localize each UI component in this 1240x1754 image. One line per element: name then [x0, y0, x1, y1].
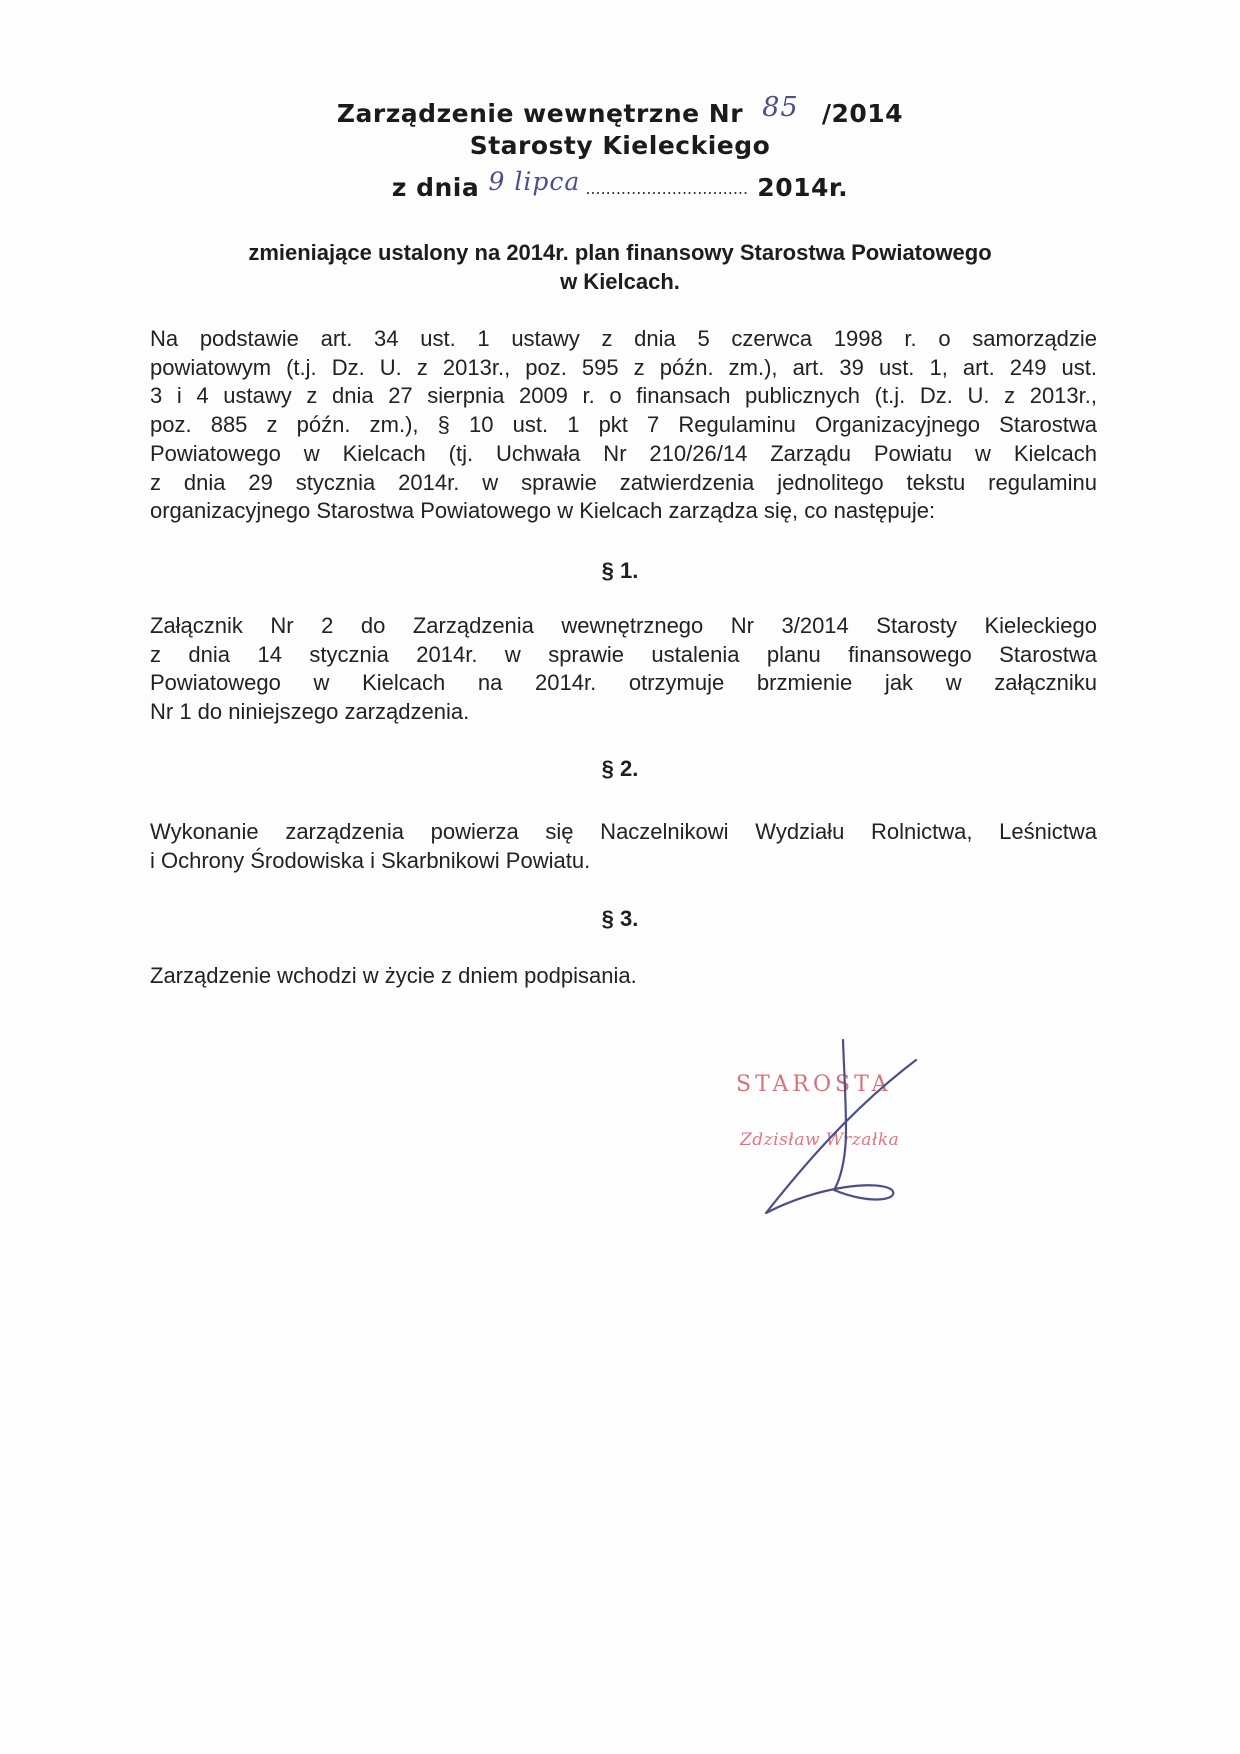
- section-heading-3: § 3.: [601, 906, 639, 931]
- date-prefix: z dnia: [391, 173, 480, 202]
- date-suffix: 2014r.: [757, 173, 849, 202]
- text-line: powiatowym (t.j. Dz. U. z 2013r., poz. 595 z późn. zm.), art. 39 ust. 1, art. 249 ust.: [150, 354, 1097, 380]
- subject-line: zmieniające ustalony na 2014r. plan finansowy Starostwa Powiatowego: [248, 240, 992, 265]
- text-line: organizacyjnego Starostwa Powiatowego w Kielcach zarządza się, co następuje:: [150, 498, 936, 524]
- handwritten-date: 9 lipca: [488, 167, 581, 196]
- document-subject: [130, 238, 1110, 296]
- dotted-filler: ................................: [585, 179, 749, 198]
- section-heading-2: § 2.: [601, 756, 639, 781]
- text-line: Powiatowego w Kielcach (tj. Uchwała Nr 210/26/14 Zarządu Powiatu w Kielcach: [150, 440, 1097, 466]
- text-line: z dnia 29 stycznia 2014r. w sprawie zatwierdzenia jednolitego tekstu regulaminu: [150, 469, 1097, 495]
- section-1-paragraph: [150, 612, 1097, 727]
- text-line: z dnia 14 stycznia 2014r. w sprawie ustalenia planu finansowego Starostwa: [150, 641, 1097, 667]
- document-date: [0, 167, 1240, 202]
- section-heading-1: § 1.: [601, 558, 639, 583]
- section-3-paragraph: [150, 962, 1097, 991]
- text-line: 3 i 4 ustawy z dnia 27 sierpnia 2009 r. o finansach publicznych (t.j. Dz. U. z 2013r.,: [150, 383, 1097, 409]
- stamp-title: STAROSTA: [736, 1072, 892, 1097]
- title-prefix: Zarządzenie wewnętrzne Nr: [336, 99, 744, 128]
- issuing-authority: Starosty Kieleckiego: [469, 131, 771, 160]
- text-line: i Ochrony Środowiska i Skarbnikowi Powiatu.: [150, 847, 591, 873]
- title-suffix: /2014: [821, 99, 904, 128]
- text-line: Nr 1 do niniejszego zarządzenia.: [150, 699, 470, 725]
- section-2-paragraph: [150, 818, 1097, 875]
- text-line: Wykonanie zarządzenia powierza się Naczelnikowi Wydziału Rolnictwa, Leśnictwa: [150, 819, 1097, 844]
- text-line: Na podstawie art. 34 ust. 1 ustawy z dnia 5 czerwca 1998 r. o samorządzie: [150, 326, 1097, 351]
- document-title: [0, 92, 1240, 128]
- handwritten-number: 85: [762, 92, 799, 123]
- text-line: Zarządzenie wchodzi w życie z dniem podpisania.: [150, 963, 637, 988]
- text-line: Załącznik Nr 2 do Zarządzenia wewnętrznego Nr 3/2014 Starosty Kieleckiego: [150, 613, 1097, 638]
- stamp-name: Zdzisław Wrzałka: [740, 1130, 900, 1150]
- preamble-paragraph: [150, 325, 1097, 526]
- text-line: Powiatowego w Kielcach na 2014r. otrzymuje brzmienie jak w załączniku: [150, 670, 1097, 696]
- subject-line: w Kielcach.: [560, 269, 680, 294]
- official-stamp: [730, 1030, 970, 1230]
- handwritten-signature: [730, 1030, 970, 1230]
- text-line: poz. 885 z późn. zm.), § 10 ust. 1 pkt 7 Regulaminu Organizacyjnego Starostwa: [150, 412, 1097, 438]
- date-dotted-line: [488, 167, 585, 198]
